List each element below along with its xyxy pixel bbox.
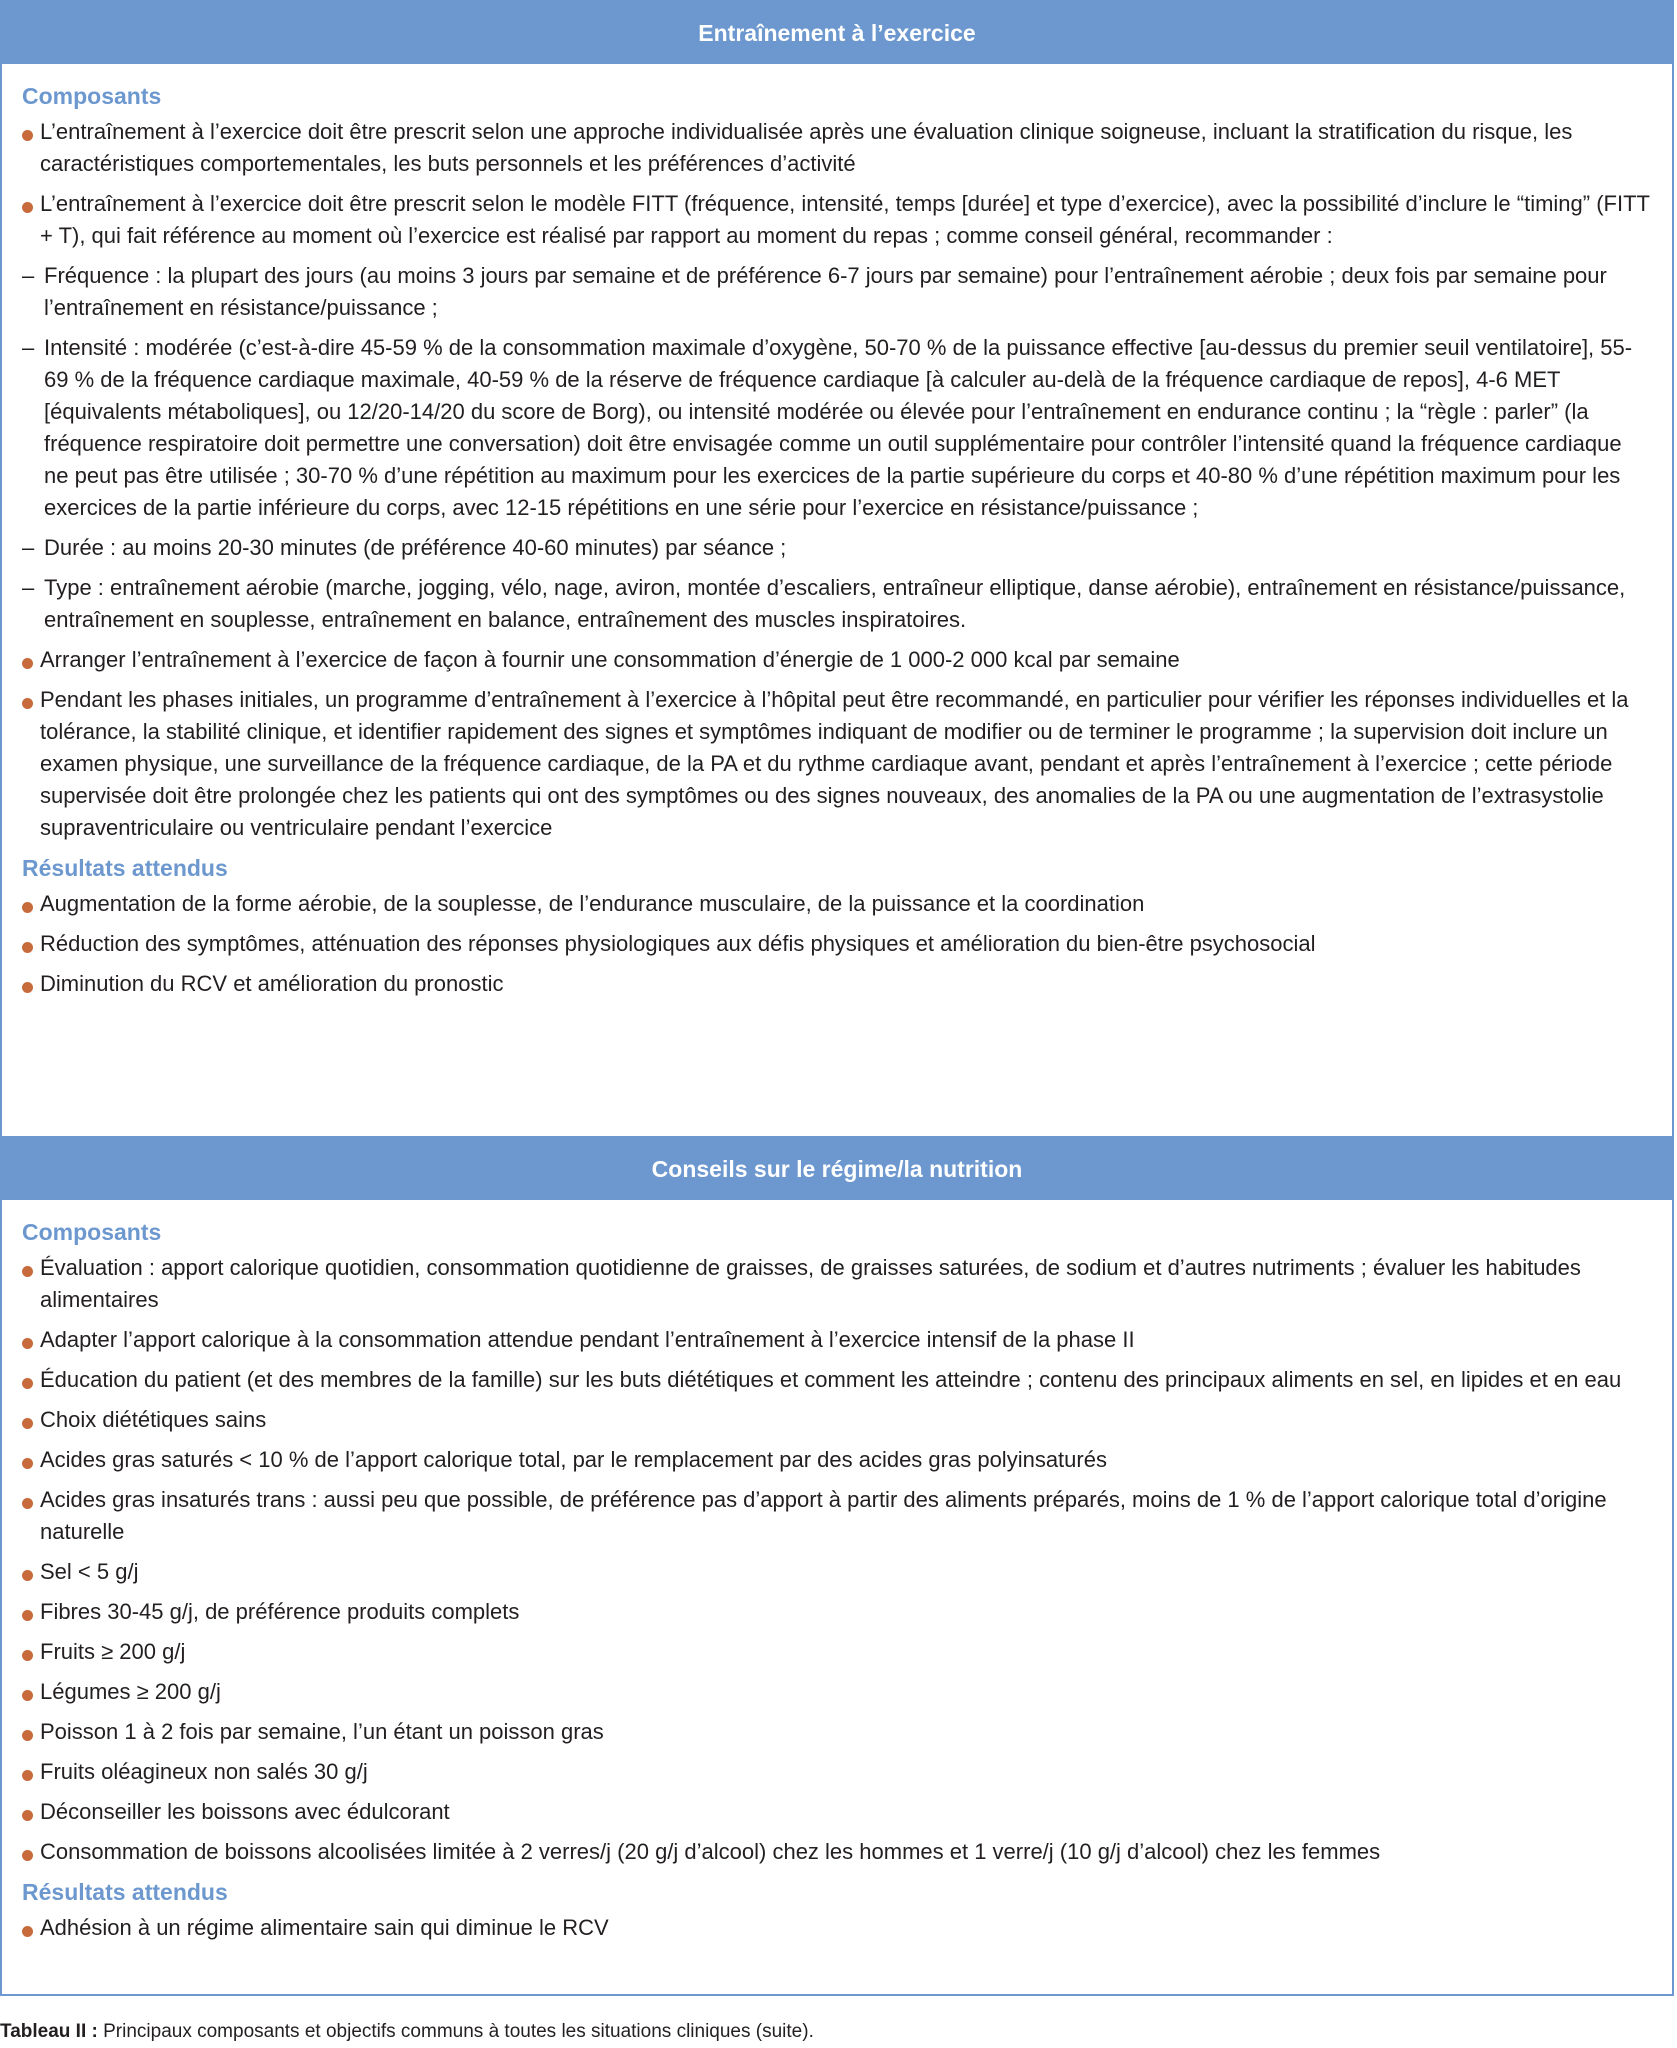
sub-list-item [22,572,1652,636]
bullet-icon [22,1690,33,1701]
bullet-icon [22,1570,33,1581]
results-heading: Résultats attendus [22,855,228,881]
item-text: Adapter l’apport calorique à la consommation attendue pendant l’entraînement à l’exercice intensif de la phase II [40,1327,1135,1352]
item-text: Diminution du RCV et amélioration du pronostic [40,971,504,996]
list-item [22,116,1652,180]
list-item [22,1252,1652,1316]
bullet-icon [22,1810,33,1821]
dash-icon: – [22,535,35,560]
bullet-icon [22,1498,33,1509]
dash-icon: – [22,335,35,360]
table-caption [0,2020,814,2044]
section-body [2,1200,1672,1944]
list-item [22,1836,1652,1868]
item-text: Acides gras insaturés trans : aussi peu que possible, de préférence pas d’apport à partir des aliments préparés, moins de 1 % de l’apport calorique total d’origine naturelle [40,1487,1607,1544]
list-item [22,968,1652,1000]
list-item [22,1364,1652,1396]
components-heading: Composants [22,1219,162,1245]
bullet-icon [22,1458,33,1469]
list-item [22,1676,1652,1708]
components-heading: Composants [22,83,162,109]
item-text: Durée : au moins 20-30 minutes (de préférence 40-60 minutes) par séance ; [44,535,787,560]
bullet-icon [22,698,33,709]
item-text: Légumes ≥ 200 g/j [40,1679,221,1704]
item-text: Fréquence : la plupart des jours (au moins 3 jours par semaine et de préférence 6-7 jours par semaine) pour l’entraînement aérobie ; deux fois par semaine pour l’entraînement en résistance/puissance ; [44,263,1607,320]
list-item [22,888,1652,920]
item-text: Fibres 30-45 g/j, de préférence produits complets [40,1599,520,1624]
list-item [22,1912,1652,1944]
item-text: Consommation de boissons alcoolisées limitée à 2 verres/j (20 g/j d’alcool) chez les hommes et 1 verre/j (10 g/j d’alcool) chez les femmes [40,1839,1381,1864]
bullet-icon [22,942,33,953]
bullet-icon [22,1378,33,1389]
bullet-icon [22,1850,33,1861]
bullet-icon [22,1418,33,1429]
section-header: Conseils sur le régime/la nutrition [2,1138,1672,1200]
bullet-icon [22,1770,33,1781]
item-text: Évaluation : apport calorique quotidien, consommation quotidienne de graisses, de graisses saturées, de sodium et d’autres nutriments ; évaluer les habitudes alimentaires [40,1255,1581,1312]
list-item [22,1484,1652,1548]
dash-icon: – [22,575,35,600]
item-text: Sel < 5 g/j [40,1559,139,1584]
results-heading: Résultats attendus [22,1879,228,1905]
bullet-icon [22,130,33,141]
sub-list-item [22,260,1652,324]
item-text: Adhésion à un régime alimentaire sain qui diminue le RCV [40,1915,609,1940]
list-item [22,188,1652,252]
item-text: Fruits ≥ 200 g/j [40,1639,186,1664]
list-item [22,1324,1652,1356]
list-item [22,1404,1652,1436]
list-item [22,1756,1652,1788]
item-text: Éducation du patient (et des membres de la famille) sur les buts diététiques et comment les atteindre ; contenu des principaux aliments en sel, en lipides et en eau [40,1367,1622,1392]
item-text: Pendant les phases initiales, un programme d’entraînement à l’exercice à l’hôpital peut être recommandé, en particulier pour vérifier les réponses individuelles et la tolérance, la stabilité clinique, et identifier rapidement des signes et symptômes indiquant de modifier ou de terminer le programme ; la supervision doit inclure un examen physique, une surveillance de la fréquence cardiaque, de la PA et du rythme cardiaque avant, pendant et après l’entraînement à l’exercice ; cette période supervisée doit être prolongée chez les patients qui ont des symptômes ou des signes nouveaux, des anomalies de la PA ou une augmentation de l’extrasystolie supraventriculaire ou ventriculaire pendant l’exercice [40,687,1629,840]
bullet-icon [22,1266,33,1277]
bullet-icon [22,1650,33,1661]
list-item [22,1596,1652,1628]
item-text: Fruits oléagineux non salés 30 g/j [40,1759,368,1784]
item-text: Acides gras saturés < 10 % de l’apport calorique total, par le remplacement par des acides gras polyinsaturés [40,1447,1107,1472]
item-text: Intensité : modérée (c’est-à-dire 45-59 % de la consommation maximale d’oxygène, 50-70 % de la puissance effective [au-dessus du premier seuil ventilatoire], 55-69 % de la fréquence cardiaque maximale, 40-59 % de la réserve de fréquence cardiaque [à calculer au-delà de la fréquence cardiaque de repos], 4-6 MET [équivalents métaboliques], ou 12/20-14/20 du score de Borg), ou intensité modérée ou élevée pour l’entraînement en endurance continu ; la “règle : parler” (la fréquence respiratoire doit permettre une conversation) doit être envisagée comme un outil supplémentaire pour contrôler l’intensité quand la fréquence cardiaque ne peut pas être utilisée ; 30-70 % d’une répétition au maximum pour les exercices de la partie supérieure du corps et 40-80 % d’une répétition maximum pour les exercices de la partie inférieure du corps, avec 12-15 répétitions en une série pour l’exercice en résistance/puissance ; [44,335,1633,520]
item-text: Augmentation de la forme aérobie, de la souplesse, de l’endurance musculaire, de la puissance et la coordination [40,891,1145,916]
bullet-icon [22,1730,33,1741]
bullet-icon [22,982,33,993]
item-text: Réduction des symptômes, atténuation des réponses physiologiques aux défis physiques et amélioration du bien-être psychosocial [40,931,1316,956]
item-text: Poisson 1 à 2 fois par semaine, l’un étant un poisson gras [40,1719,604,1744]
section-header: Entraînement à l’exercice [2,2,1672,64]
list-item [22,684,1652,844]
sub-list-item [22,532,1652,564]
item-text: L’entraînement à l’exercice doit être prescrit selon le modèle FITT (fréquence, intensité, temps [durée] et type d’exercice), avec la possibilité d’inclure le “timing” (FITT + T), qui fait référence au moment où l’exercice est réalisé par rapport au moment du repas ; comme conseil général, recommander : [40,191,1650,248]
list-item [22,1556,1652,1588]
item-text: Choix diététiques sains [40,1407,267,1432]
bullet-icon [22,1338,33,1349]
caption-text: Principaux composants et objectifs communs à toutes les situations cliniques (suite). [103,2021,814,2042]
list-item [22,1444,1652,1476]
section-body [2,64,1672,1000]
list-item [22,1636,1652,1668]
nutrition-section [0,1136,1674,1996]
bullet-icon [22,1610,33,1621]
bullet-icon [22,658,33,669]
sub-list-item [22,332,1652,524]
caption-label: Tableau II : [0,2021,98,2042]
bullet-icon [22,902,33,913]
list-item [22,644,1652,676]
list-item [22,1796,1652,1828]
item-text: L’entraînement à l’exercice doit être prescrit selon une approche individualisée après une évaluation clinique soigneuse, incluant la stratification du risque, les caractéristiques comportementales, les buts personnels et les préférences d’activité [40,119,1573,176]
item-text: Déconseiller les boissons avec édulcorant [40,1799,450,1824]
list-item [22,928,1652,960]
bullet-icon [22,1926,33,1937]
item-text: Type : entraînement aérobie (marche, jogging, vélo, nage, aviron, montée d’escaliers, entraîneur elliptique, danse aérobie), entraînement en résistance/puissance, entraînement en souplesse, entraînement en balance, entraînement des muscles inspiratoires. [44,575,1626,632]
item-text: Arranger l’entraînement à l’exercice de façon à fournir une consommation d’énergie de 1 000-2 000 kcal par semaine [40,647,1180,672]
bullet-icon [22,202,33,213]
list-item [22,1716,1652,1748]
dash-icon: – [22,263,35,288]
